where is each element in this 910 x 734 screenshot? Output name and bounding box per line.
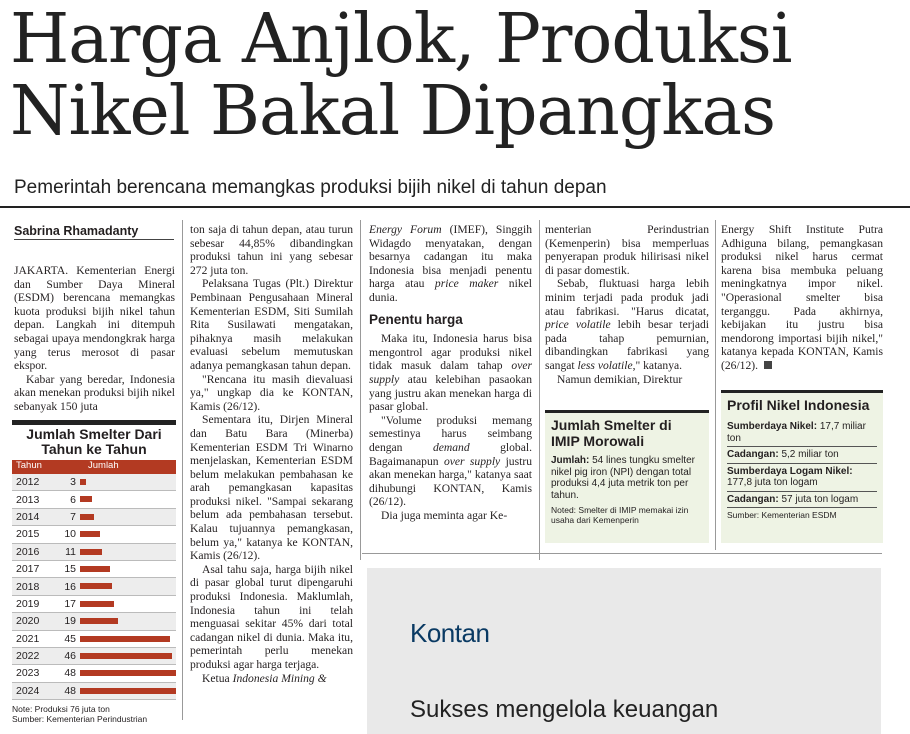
bar <box>80 531 100 537</box>
chart-header <box>12 460 176 474</box>
headline: Harga Anjlok, Produksi Nikel Bakal Dipangkas <box>10 0 792 151</box>
column-divider <box>715 220 716 550</box>
bar <box>80 583 112 589</box>
profil-value: 57 juta ton logam <box>778 493 859 505</box>
text-run: ," katanya. <box>632 358 683 372</box>
bar-track <box>80 578 176 594</box>
paragraph <box>369 414 532 509</box>
bar <box>80 653 172 659</box>
data-label: 7 <box>70 510 76 523</box>
header-rule <box>0 206 910 208</box>
bar-track <box>80 665 176 681</box>
bar-track <box>80 596 176 612</box>
chart-note: Note: Produksi 76 juta ton <box>12 704 110 715</box>
profil-rows <box>721 419 883 508</box>
profil-row <box>727 492 877 509</box>
column-4 <box>545 223 709 386</box>
text-run: nikel dunia. <box>369 277 532 304</box>
imip-title: Jumlah Smelter di IMIP Morowali <box>551 417 672 449</box>
data-label: 11 <box>65 545 76 558</box>
paragraph: JAKARTA. Kementerian Energi dan Sumber Daya Mineral (ESDM) berencana memangkas kuota produksi bijih nikel tahun depan. Langkah ini ditempuh sebagai upaya mendongkrak harga yang terus merosot di pasar ekspor. <box>14 264 175 373</box>
italic-run: Indonesia Mining & <box>232 671 327 685</box>
text-run: atau kelebihan pasaokan yang justru akan menekan harga di pasar global. <box>369 372 532 414</box>
data-label: 48 <box>64 684 76 697</box>
data-label: 19 <box>64 615 76 628</box>
tick-label: 2024 <box>16 684 40 697</box>
tick-label: 2013 <box>16 493 40 506</box>
ad-text: Sukses mengelola keuangan <box>410 696 719 723</box>
data-label: 15 <box>64 563 76 576</box>
imip-note: Noted: Smelter di IMIP memakai izin usaha dari Kemenperin <box>551 505 689 525</box>
column-divider <box>182 220 183 720</box>
profil-source: Sumber: Kementerian ESDM <box>727 510 837 520</box>
bar <box>80 670 176 676</box>
data-label: 46 <box>64 650 76 663</box>
text-run: Maka itu, Indonesia harus bisa mengontrol agar produksi nikel tidak masuk dalam tahap <box>369 332 532 373</box>
chart-row <box>12 474 176 491</box>
tick-label: 2015 <box>16 528 40 541</box>
data-label: 6 <box>70 493 76 506</box>
profil-value: 177,8 juta ton logam <box>727 477 818 488</box>
chart-row <box>12 544 176 561</box>
bar-track <box>80 561 176 577</box>
imip-text <box>551 455 703 501</box>
paragraph <box>190 672 353 686</box>
bar-track <box>80 648 176 664</box>
column-1 <box>14 264 175 414</box>
profil-title: Profil Nikel Indonesia <box>727 397 870 413</box>
data-label: 17 <box>64 597 76 610</box>
bar-track <box>80 526 176 542</box>
bar <box>80 514 94 520</box>
paragraph: Kabar yang beredar, Indonesia akan menekan produksi bijih nikel sebanyak 150 juta <box>14 372 175 413</box>
tick-label: 2012 <box>16 476 40 489</box>
profil-label: Cadangan: <box>727 449 779 460</box>
column-divider <box>539 220 540 560</box>
data-label: 10 <box>64 528 76 541</box>
italic-run: less volatile <box>577 358 633 372</box>
bar-track <box>80 491 176 507</box>
imip-box <box>545 410 709 543</box>
paragraph: Sementara itu, Dirjen Mineral dan Batu Bara (Minerba) Kementerian ESDM Tri Winarno menjelaskan, Kementerian ESDM belum melakukan pembahasan ke arah pemangkasan kapasitas produksi nikel. "Sampai sekarang belum ada pembahasan tersebut. Kalau tujuannya pemangkasan, belum ya," katanya ke KONTAN, Kamis (26/12). <box>190 413 353 563</box>
bar-track <box>80 613 176 629</box>
chart-title: Jumlah Smelter Dari Tahun ke Tahun <box>26 426 162 457</box>
column-2 <box>190 223 353 685</box>
byline-rule <box>14 239 174 240</box>
chart-rows <box>12 474 176 700</box>
byline: Sabrina Rhamadanty <box>14 224 139 238</box>
paragraph <box>369 223 532 305</box>
chart-source: Sumber: Kementerian Perindustrian <box>12 714 148 725</box>
advertisement[interactable] <box>367 568 881 734</box>
paragraph: Namun demikian, Direktur <box>557 372 683 386</box>
text-run: Ketua <box>202 671 233 685</box>
profil-label: Cadangan: <box>727 493 779 505</box>
bar-track <box>80 631 176 647</box>
chart-row <box>12 526 176 543</box>
column-header-year: Tahun <box>16 460 42 471</box>
text-run: lebih besar terjadi pada tahap pemurnian, dibandingkan fabrikasi yang sangat <box>545 318 710 372</box>
text-run: "Volume produksi memang semestinya harus seimbang dengan <box>369 413 532 454</box>
bar <box>80 549 102 555</box>
data-label: 48 <box>64 667 76 680</box>
text-run: justru akan menekan harga," katanya saat dihubungi KONTAN, Kamis (26/12). <box>369 454 532 509</box>
profil-value: 17,7 miliar ton <box>727 421 866 444</box>
tick-label: 2022 <box>16 650 40 663</box>
text-run: Energy Shift Institute Putra Adhiguna bilang, pemangkasan produksi nikel harus cermat karena bisa membuka peluang meningkatnya impor nikel. "Operasional smelter bisa terganggu. Pada akhirnya, kebijakan itu justru bisa mendorong importasi bijih nikel," katanya kepada KONTAN, Kamis (26/12). <box>721 223 883 372</box>
ad-rule <box>362 553 882 554</box>
italic-run: over supply <box>443 454 501 468</box>
italic-run: price maker <box>434 277 499 291</box>
smelter-chart <box>12 420 176 724</box>
tick-label: 2019 <box>16 597 40 610</box>
tick-label: 2020 <box>16 615 40 628</box>
column-header-count: Jumlah <box>88 460 119 471</box>
bar-track <box>80 683 176 699</box>
paragraph: "Rencana itu masih dievaluasi ya," ungkap dia ke KONTAN, Kamis (26/12). <box>190 372 353 413</box>
text-run: (IMEF), Singgih Widagdo menyatakan, dengan besarnya cadangan itu maka Indonesia bisa menjadi penentu harga atau <box>369 223 532 291</box>
paragraph: menterian Perindustrian (Kemenperin) bisa memperluas penyerapan produk hilirisasi nikel di pasar domestik. <box>545 223 709 277</box>
chart-row <box>12 683 176 700</box>
bar-track <box>80 544 176 560</box>
profil-row <box>727 419 877 447</box>
column-divider <box>360 220 361 560</box>
chart-row <box>12 578 176 595</box>
italic-run: Energy Forum <box>369 223 442 236</box>
chart-row <box>12 596 176 613</box>
tick-label: 2018 <box>16 580 40 593</box>
chart-row <box>12 648 176 665</box>
profil-label: Sumberdaya Logam Nikel: <box>727 465 853 477</box>
tick-label: 2023 <box>16 667 40 680</box>
subheadline: Pemerintah berencana memangkas produksi bijih nikel di tahun depan <box>14 177 607 198</box>
column-5 <box>721 223 883 373</box>
bar-track <box>80 509 176 525</box>
tick-label: 2021 <box>16 632 40 645</box>
profil-box <box>721 390 883 543</box>
paragraph: Dia juga meminta agar Ke- <box>381 508 508 522</box>
profil-row <box>727 447 877 464</box>
tick-label: 2016 <box>16 545 40 558</box>
end-mark-icon <box>764 361 772 369</box>
imip-label: Jumlah: <box>551 455 590 466</box>
data-label: 16 <box>64 580 76 593</box>
chart-row <box>12 613 176 630</box>
data-label: 3 <box>70 476 76 489</box>
paragraph: Pelaksana Tugas (Plt.) Direktur Pembinaan Pengusahaan Mineral Kementerian ESDM, Siti Sumilah Rita Susilawati mengatakan, pihaknya masih melakukan evaluasi sebelum memutuskan adanya pemangkasan tahun depan. <box>190 277 353 372</box>
chart-row <box>12 561 176 578</box>
paragraph: Asal tahu saja, harga bijih nikel di pasar global turut dipengaruhi produksi Indonesia. Maklumlah, Indonesia tahun ini telah menguasai sekitar 45% dari total cadangan nikel di dunia. Maka itu, pemerintah perlu menekan produksi agar harga terjaga. <box>190 562 353 671</box>
profil-row <box>727 464 877 492</box>
paragraph: ton saja di tahun depan, atau turun sebesar 44,85% dibandingkan produksi tahun ini yang sebesar 272 juta ton. <box>190 223 353 277</box>
chart-row <box>12 665 176 682</box>
text-run: global. Bagaimanapun <box>369 440 532 468</box>
italic-run: demand <box>432 440 470 454</box>
italic-run: over supply <box>369 359 532 386</box>
chart-notes <box>12 704 176 724</box>
data-label: 45 <box>64 632 76 645</box>
section-heading: Penentu harga <box>369 311 463 327</box>
paragraph <box>721 223 883 373</box>
tick-label: 2014 <box>16 510 40 523</box>
chart-top-bar <box>12 420 176 425</box>
bar <box>80 479 86 485</box>
bar <box>80 566 110 572</box>
bar <box>80 496 92 502</box>
italic-run: price volatile <box>545 318 611 332</box>
bar <box>80 688 176 694</box>
profil-value: 5,2 miliar ton <box>778 449 839 460</box>
bar <box>80 618 118 624</box>
chart-row <box>12 509 176 526</box>
paragraph <box>369 332 532 414</box>
bar <box>80 601 114 607</box>
kontan-logo: Kontan <box>410 618 490 648</box>
tick-label: 2017 <box>16 563 40 576</box>
chart-row <box>12 631 176 648</box>
bar-track <box>80 474 176 490</box>
text-run: Sebab, fluktuasi harga lebih minim terjadi pada produk jadi atau fabrikasi. "Harus dicatat, <box>545 277 709 318</box>
paragraph <box>545 277 709 372</box>
chart-row <box>12 491 176 508</box>
column-3 <box>369 223 532 522</box>
bar <box>80 636 170 642</box>
imip-value: 54 lines tungku smelter nikel pig iron (NPI) dengan total produksi 4,4 juta metrik ton per tahun. <box>551 455 695 501</box>
profil-label: Sumberdaya Nikel: <box>727 421 818 432</box>
